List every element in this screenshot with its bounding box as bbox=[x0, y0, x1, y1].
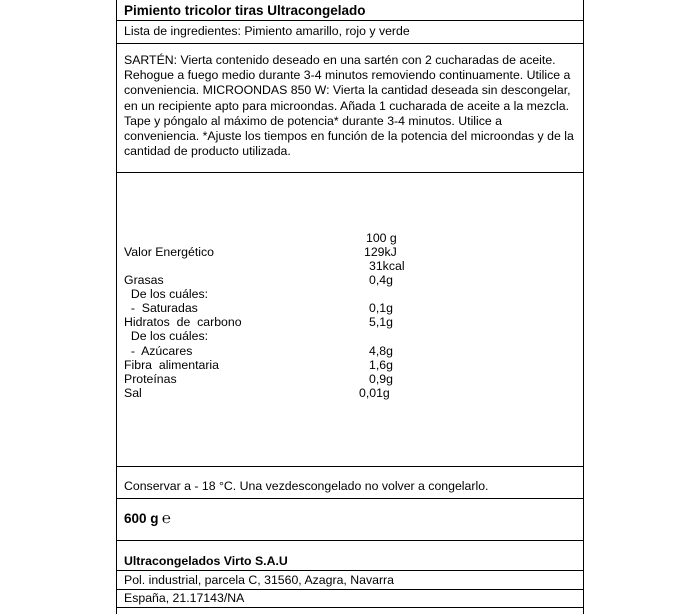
estimated-sign-icon: ℮ bbox=[162, 510, 172, 527]
nutrition-row-label: Grasas bbox=[124, 273, 164, 287]
nutrition-row-value: 0,9g bbox=[369, 372, 393, 386]
ingredients-list: Lista de ingredientes: Pimiento amarillo, rojo y verde bbox=[124, 24, 410, 38]
nutrition-row-value: 0,1g bbox=[369, 301, 393, 315]
nutrition-row-label: - Saturadas bbox=[124, 301, 198, 315]
nutrition-row-value: 0,4g bbox=[369, 273, 393, 287]
product-title: Pimiento tricolor tiras Ultracongelado bbox=[124, 3, 366, 18]
divider bbox=[116, 607, 584, 608]
divider bbox=[116, 540, 584, 541]
storage-instructions: Conservar a - 18 °C. Una vezdescongelado no volver a congelarlo. bbox=[124, 479, 489, 493]
company-address: Pol. industrial, parcela C, 31560, Azagra, Navarra bbox=[124, 573, 394, 587]
divider bbox=[116, 43, 584, 44]
nutrition-row-value: 4,8g bbox=[369, 344, 393, 358]
net-weight: 600 g bbox=[124, 511, 159, 526]
nutrition-row-label: Fibra alimentaria bbox=[124, 358, 219, 372]
company-name: Ultracongelados Virto S.A.U bbox=[124, 554, 288, 568]
nutrition-row-label: Sal bbox=[124, 386, 142, 400]
nutrition-row-label: De los cuáles: bbox=[124, 329, 209, 343]
nutrition-per-100g: 100 g bbox=[366, 231, 397, 245]
nutrition-energy-kcal: 31kcal bbox=[369, 259, 405, 273]
divider bbox=[116, 466, 584, 467]
nutrition-row-value: 1,6g bbox=[369, 358, 393, 372]
nutrition-energy-kj: 129kJ bbox=[364, 245, 397, 259]
nutrition-row-value: 0,01g bbox=[359, 386, 390, 400]
nutrition-row-label: Hidratos de carbono bbox=[124, 315, 242, 329]
divider bbox=[116, 20, 584, 21]
divider bbox=[116, 498, 584, 499]
divider bbox=[116, 589, 584, 590]
nutrition-row-label: - Azúcares bbox=[124, 344, 193, 358]
company-country-code: España, 21.17143/NA bbox=[124, 591, 245, 605]
nutrition-row-label: Proteínas bbox=[124, 372, 177, 386]
nutrition-row-label: De los cuáles: bbox=[124, 287, 209, 301]
divider bbox=[116, 570, 584, 571]
nutrition-energy-label: Valor Energético bbox=[124, 245, 214, 259]
preparation-instructions: SARTÉN: Vierta contenido deseado en una sartén con 2 cucharadas de aceite. Rehogue a fuego medio durante 3-4 minutos removiendo continuamente. Utilice a conveniencia. MICROONDAS 850 W: Vierta la cantidad deseada sin descongelar, en un recipiente apto para microondas. Añada 1 cucharada de aceite a la mezcla. Tape y póngalo al máximo de potencia* durante 3-4 minutos. Utilice a conveniencia. *Ajuste los tiempos en función de la potencia del microondas y de la cantidad de producto utilizada. bbox=[124, 53, 574, 159]
nutrition-row-value: 5,1g bbox=[369, 315, 393, 329]
divider bbox=[116, 172, 584, 173]
